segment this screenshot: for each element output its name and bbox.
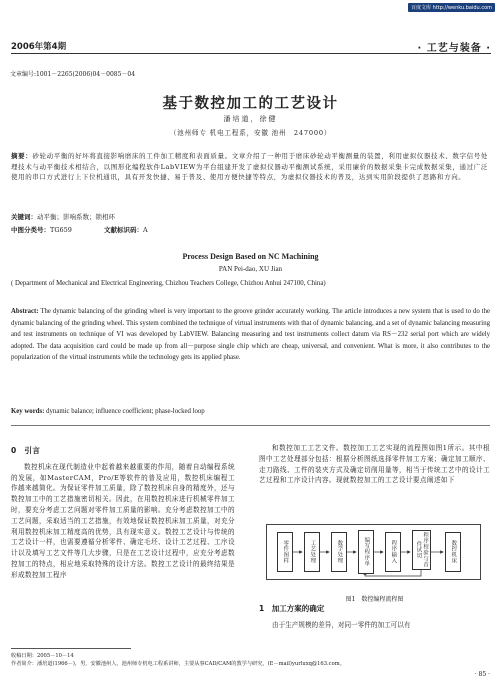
keywords-cn <box>11 212 115 221</box>
right-column-text: 和数控加工工艺文件。数控加工工艺实现的流程图如图1所示。其中根图中工艺处理部分包括：根据分析图纸选择零件加工方案；确定加工顺序、走刀路线、工件的装夹方式及确定切削用量等，相当于传统工艺中的设计工艺过程和工序设计内容。现就数控加工的工艺设计要点阐述如下 <box>259 444 490 485</box>
section-1-text: 由于生产规模的差异，对同一零件的加工可以有 <box>272 620 411 629</box>
authors-cn: 潘培道，徐健 <box>223 115 278 123</box>
keywords-en-label: Key words: <box>11 408 45 415</box>
keywords-cn-label: 关键词： <box>11 213 37 221</box>
keywords-en <box>11 408 205 415</box>
section-1 <box>259 604 490 631</box>
issue-number: 2006年第4期 <box>11 42 67 52</box>
intro-heading: 0 引言 <box>11 446 41 455</box>
footnote-author: 作者简介：潘培道(1966－)，男，安徽池州人，池州师专机电工程系讲师，主要从事CAD/CAM的教学与研究，(E－mail)yurluxq@163.com。 <box>11 661 345 667</box>
flowchart-figure <box>259 518 490 603</box>
abstract-cn <box>11 151 488 183</box>
journal-section: · 工艺与装备 · <box>417 43 491 54</box>
flow-box-math-processing: 数学处理 <box>331 532 347 572</box>
flow-box-program-input: 程序输入 <box>385 532 401 572</box>
classification-value: TG659 <box>50 226 72 234</box>
affiliation-en: ( Department of Mechanical and Electrical Engineering, Chizhou Teachers College, Chizhou Anhui 247100, China) <box>11 280 326 287</box>
title-en: Process Design Based on NC Machining <box>182 252 319 261</box>
keywords-cn-text: 动平衡；影响系数；锁相环 <box>37 213 115 221</box>
classification <box>11 225 148 234</box>
title-cn: 基于数控加工的工艺设计 <box>162 96 339 112</box>
doc-code-value: A <box>142 226 148 234</box>
intro-column <box>11 446 235 581</box>
footnote-divider <box>11 648 131 649</box>
flow-box-process-handling: 工艺处理 <box>304 532 320 572</box>
intro-text: 数控机床在现代制造业中起着越来越重要的作用，随着自动编程系统的发展，如MasterCAM，Pro/E等软件的普及应用，数控机床编程工作越来越简化。为保证零件加工质量，除了数控机床自身的精度外，还与数控加工中的工艺措施密切相关。因此，在用数控机床进行机械零件加工时，要充分考虑工艺问题对零件加工质量的影响。充分考虑数控加工中的工艺问题，采取适当的工艺措施，有效地保证数控机床加工质量，对充分利用数控机床加工精度高的优势，具有现实意义。数控工艺设计与传统的工艺设计一样，也需要遵循分析零件、确定毛坯、设计工艺过程、工序设计以及填写工艺文件等几大步骤，只是在工艺设计过程中，应充分考虑数控加工的特点，相应地采取特殊的设计方法。数控工艺设计的最终结果是形成数控加工程序 <box>11 462 235 579</box>
article-id: 文章编号:1001－2265(2006)04－0085－04 <box>10 71 136 78</box>
abstract-cn-label: 摘要： <box>11 152 33 160</box>
affiliation-cn: （池州师专 机电工程系，安徽 池州 247000） <box>169 129 332 137</box>
section-divider <box>11 425 490 426</box>
flow-box-cnc-machine: 数控机床 <box>445 532 461 572</box>
watermark: 百度文库 http://wenku.baidu.com <box>408 3 495 12</box>
abstract-en-label: Abstract: <box>11 308 39 315</box>
figure-caption: 图1 数控编程流程图 <box>345 596 404 603</box>
authors-en: PAN Pei-dao, XU Jian <box>218 265 283 273</box>
abstract-en-text: The dynamic balancing of the grinding wheel is very important to the groove grinder accurately working. The article introduces a new system that is used to do the dynamic balancing of the grinding wheel. This system combined the technique of virtual instruments with that of dynamic balancing, and a set of dynamic balancing measuring and test instruments on technique of VI was developed by LabVIEW. Balancing measuring and test instruments collect datum via RS－232 serial port which are widely adopted. The data acquisition card could be made up from all－purpose single chip which are cheap, universal, and convenient. What is more, it also contributes to the popularization of the virtual instruments while the technology gets its applied phase. <box>11 308 490 362</box>
section-1-heading: 1 加工方案的确定 <box>259 604 325 613</box>
journal-header <box>11 40 491 54</box>
flow-box-part-drawing: 零件图样 <box>277 532 293 572</box>
abstract-en <box>11 306 490 364</box>
classification-label: 中图分类号： <box>11 226 50 234</box>
keywords-en-text: dynamic balance; influence coefficient; phase-locked loop <box>44 408 205 415</box>
flow-box-program-check: 程序校验与首件试切 <box>412 530 431 570</box>
footnote-received: 收稿日期：2005－10－14 <box>11 653 74 659</box>
doc-code-label: 文献标识码： <box>103 226 143 234</box>
flow-box-write-program: 编写程序单 <box>358 530 374 574</box>
page-number: · 85 · <box>474 671 490 678</box>
abstract-cn-text: 砂轮动平衡的好坏将直接影响磨床的工件加工精度和表面质量。文章介绍了一种用于磨床砂轮动平衡测量的装置，利用虚拟仪器技术、数字信号处理技术与动平衡技术相结合，以图形化编程软件LabVIEW为平台组建开发了虚拟仪器动平衡测试系统，采用廉价的数据采集卡完成数据采集，通过广泛使用的串口方式进行上下位机通讯，具有开发快捷、易于普及、使用方便快捷等特点，为虚拟仪器技术的普及，达到实用阶段提供了思路和方向。 <box>11 152 488 182</box>
